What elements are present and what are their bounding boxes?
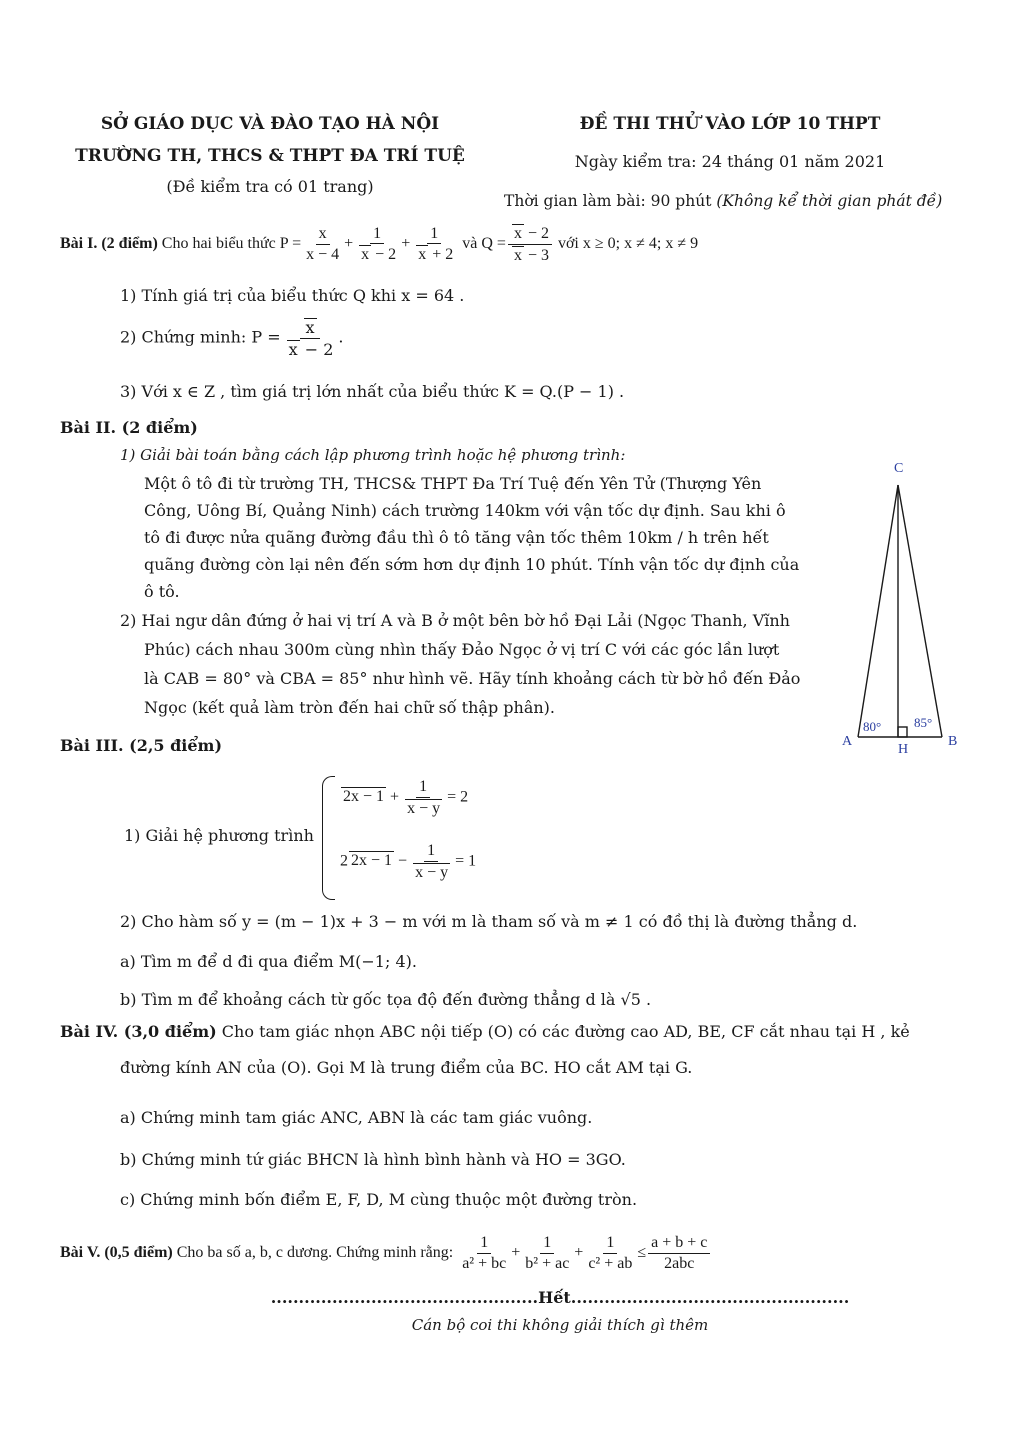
proctor-note: Cán bộ coi thi không giải thích gì thêm xyxy=(411,1316,709,1334)
side-cb xyxy=(898,485,942,737)
bai3-q1: 1) Giải hệ phương trình xyxy=(124,826,314,845)
bai4-qb: b) Chứng minh tứ giác BHCN là hình bình hành và HO = 3GO. xyxy=(120,1150,626,1169)
school-name: TRƯỜNG TH, THCS & THPT ĐA TRÍ TUỆ xyxy=(75,146,465,166)
bai4-title: Bài IV. (3,0 điểm) xyxy=(60,1022,217,1041)
label-c: C xyxy=(894,461,904,476)
system-brace xyxy=(322,776,335,900)
bai5-title: Bài V. (0,5 điểm) xyxy=(60,1243,173,1261)
triangle-figure xyxy=(830,455,970,765)
system-eq1: 2x − 1 + $\frac{1}{x - y}$ = 2 xyxy=(343,778,469,817)
side-ca xyxy=(858,485,898,737)
page-count-note: (Đề kiểm tra có 01 trang) xyxy=(166,177,374,196)
angle-a-label: 80° xyxy=(863,719,882,734)
bai4-qc: c) Chứng minh bốn điểm E, F, D, M cùng thuộc một đường tròn. xyxy=(120,1190,638,1209)
bai4-line1: Bài IV. (3,0 điểm) Cho tam giác nhọn ABC nội tiếp (O) có các đường cao AD, BE, CF cắt nhau tại H , kẻ xyxy=(60,1022,910,1041)
school-department: SỞ GIÁO DỤC VÀ ĐÀO TẠO HÀ NỘI xyxy=(100,114,440,134)
bai2-title: Bài II. (2 điểm) xyxy=(60,418,198,437)
bai2-q1-body: Một ô tô đi từ trường TH, THCS& THPT Đa Trí Tuệ đến Yên Tử (Thượng Yên Công, Uông Bí, Quảng Ninh) cách trường 140km với vận tốc dự định. Sau khi ô tô đi được nửa quãng đường đầu thì ô tô tăng vận tốc thêm 10km / h trên hết quãng đường còn lại nên đến sớm hơn dự định 10 phút. Tính vận tốc dự định của ô tô. xyxy=(144,474,800,601)
exam-date: Ngày kiểm tra: 24 tháng 01 năm 2021 xyxy=(574,152,886,171)
bai3-q2: 2) Cho hàm số y = (m − 1)x + 3 − m với m là tham số và m ≠ 1 có đồ thị là đường thẳng d. xyxy=(120,912,858,931)
bai1-q1: 1) Tính giá trị của biểu thức Q khi x = 64 . xyxy=(120,286,465,305)
bai1-title: Bài I. (2 điểm) xyxy=(60,234,158,252)
label-h: H xyxy=(898,742,909,757)
bai1-statement: Bài I. (2 điểm) Cho hai biểu thức P = $\frac{x}{x - 4}$ + $\frac{1}{x - 2}$ + $\frac{1}{x + 2}$ và Q = $\frac{x - 2}{x - 3}$ với x ≥ 0; x ≠ 4; x ≠ 9 xyxy=(60,224,699,264)
bai3-title: Bài III. (2,5 điểm) xyxy=(60,736,223,755)
bai4-line2: đường kính AN của (O). Gọi M là trung điểm của BC. HO cắt AM tại G. xyxy=(120,1058,693,1077)
exam-duration: Thời gian làm bài: 90 phút (Không kể thời gian phát đề) xyxy=(504,192,943,210)
right-angle-mark xyxy=(898,727,907,737)
system-eq2: 2 2x − 1 − $\frac{1}{x - y}$ = 1 xyxy=(340,842,477,881)
end-marker: ................................................Hết.................................................. xyxy=(270,1288,850,1307)
bai4-qa: a) Chứng minh tam giác ANC, ABN là các tam giác vuông. xyxy=(120,1108,593,1127)
bai1-q2: 2) Chứng minh: P = $\frac{x}{x - 2}$ . xyxy=(120,318,344,359)
label-b: B xyxy=(948,734,958,749)
bai2-q1-heading: 1) Giải bài toán bằng cách lập phương trình hoặc hệ phương trình: xyxy=(120,446,626,464)
bai2-q2-body: 2) Hai ngư dân đứng ở hai vị trí A và B ở một bên bờ hồ Đại Lải (Ngọc Thanh, Vĩnh Phúc) cách nhau 300m cùng nhìn thấy Đảo Ngọc ở vị trí C với các góc lần lượt là CAB = 80° và CBA = 85° như hình vẽ. Hãy tính khoảng cách từ bờ hồ đến Đảo Ngọc (kết quả làm tròn đến hai chữ số thập phân). xyxy=(120,611,801,717)
bai3-q2b: b) Tìm m để khoảng cách từ gốc tọa độ đến đường thẳng d là √5 . xyxy=(120,990,652,1009)
exam-title: ĐỀ THI THỬ VÀO LỚP 10 THPT xyxy=(579,114,881,134)
label-a: A xyxy=(842,734,853,749)
bai1-q3: 3) Với x ∈ Z , tìm giá trị lớn nhất của biểu thức K = Q.(P − 1) . xyxy=(120,382,625,401)
angle-b-label: 85° xyxy=(914,715,933,730)
bai5-statement: Bài V. (0,5 điểm) Cho ba số a, b, c dương. Chứng minh rằng: $\frac{1}{\text{a² + bc}}$ + $\frac{1}{\text{b² + ac}}$ + $\frac{1}{\text{c² + ab}}$ ≤ $\frac{a + b + c}{\text{2abc}}$ xyxy=(60,1234,712,1272)
bai3-q2a: a) Tìm m để d đi qua điểm M(−1; 4). xyxy=(120,952,417,971)
